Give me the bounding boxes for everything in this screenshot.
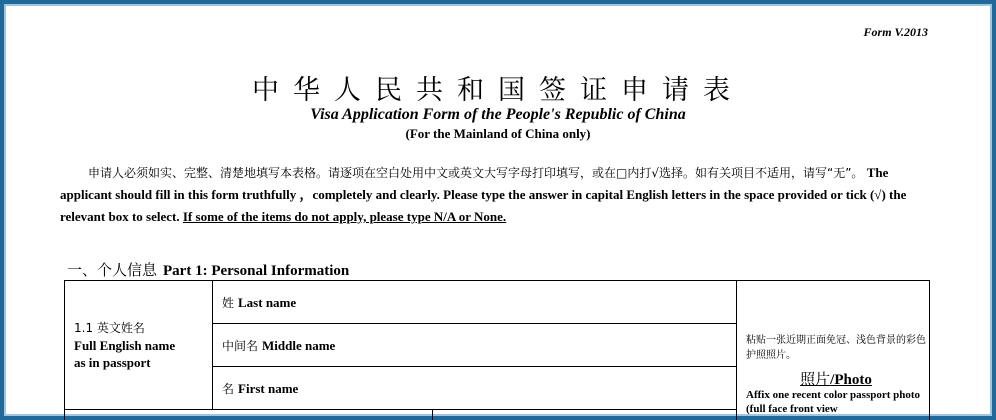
photo-title-en: /Photo (830, 372, 872, 388)
section-label-chinese: 一、个人信息 (67, 261, 158, 279)
section-label-english: Part 1: Personal Information (163, 263, 350, 279)
page-title-english: Visa Application Form of the People's Republic of China (310, 106, 686, 123)
photo-title-cn: 照片 (800, 370, 831, 388)
photo-column-divider (736, 280, 737, 420)
row-divider-2 (212, 366, 736, 367)
table-right-border (929, 280, 930, 420)
instructions-chinese: 申请人必须如实、完整、清楚地填写本表格。请逐项在空白处用中文或英文大写字母打印填写，或在□内打√选择。如有关项目不适用，请写“无”。 (88, 166, 864, 180)
middle-name-label-cn: 中间名 (222, 339, 259, 353)
row-divider-1 (212, 323, 736, 324)
instructions-paragraph (60, 162, 940, 228)
photo-instruction-chinese: 粘贴一张近期正面免冠、浅色背景的彩色护照照片。 (746, 335, 926, 361)
last-name-field[interactable] (222, 294, 296, 311)
label-column-divider (212, 280, 213, 410)
form-version: Form V.2013 (863, 25, 928, 39)
table-top-border (64, 280, 930, 281)
row-divider-3 (64, 409, 736, 410)
full-name-english-line2: as in passport (74, 355, 151, 370)
instructions-na-note: If some of the items do not apply, please type N/A or None. (182, 209, 507, 224)
page-title-chinese: 中华人民共和国签证申请表 (252, 75, 744, 106)
middle-name-label-en: Middle name (262, 338, 336, 353)
full-name-number-label: 1.1 英文姓名 (74, 321, 145, 335)
last-name-label-cn: 姓 (222, 296, 235, 310)
page-subtitle: (For the Mainland of China only) (405, 126, 591, 141)
last-name-label-en: Last name (238, 295, 297, 310)
full-name-english-line1: Full English name (74, 338, 176, 353)
next-row-divider (432, 409, 433, 420)
photo-title (746, 368, 926, 389)
first-name-label-en: First name (238, 381, 299, 396)
first-name-label-cn: 名 (222, 382, 235, 396)
full-english-name-label (74, 320, 175, 371)
first-name-field[interactable] (222, 380, 298, 397)
table-left-border (64, 280, 65, 420)
section-heading-personal-info (67, 259, 349, 280)
middle-name-field[interactable] (222, 337, 335, 354)
instructions-english: The applicant should fill in this form truthfully ，completely and clearly. Please type the answer in capital English letters in the space provided or tick (√) the relevant box to select. (60, 165, 907, 224)
photo-instruction-english: Affix one recent color passport photo (full face front view (746, 389, 921, 415)
